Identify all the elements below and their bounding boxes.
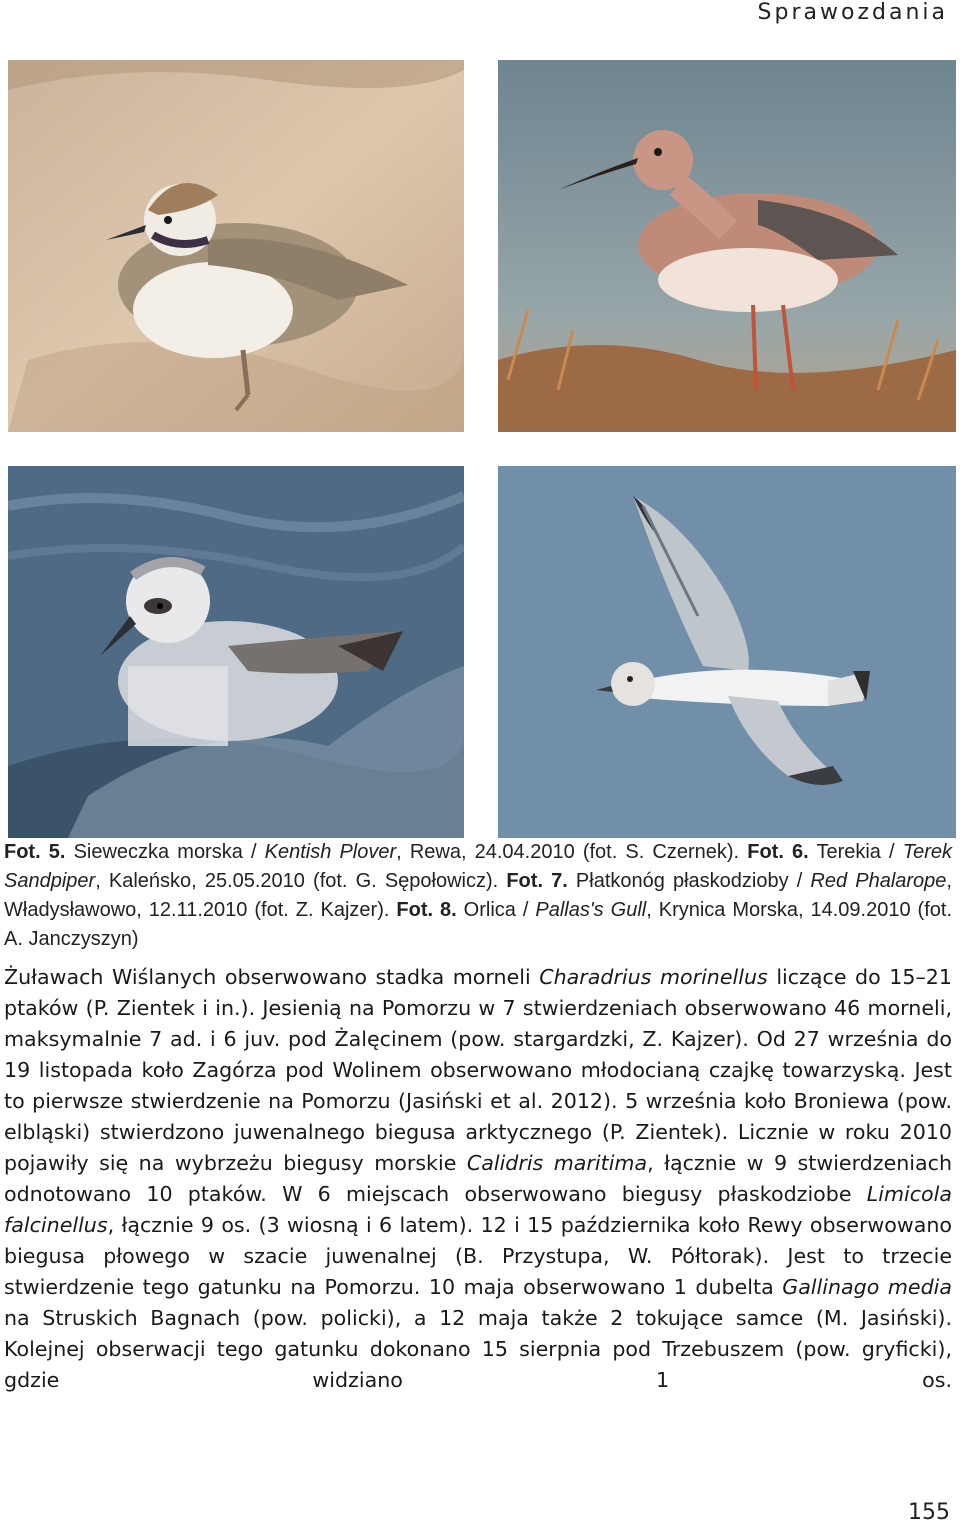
body-paragraph	[4, 962, 952, 1396]
species-name: Calidris maritima	[466, 1151, 648, 1175]
body-text-segment: Żuławach Wiślanych obserwowano stadka morneli	[4, 965, 540, 989]
caption-english-name: Terek Sandpiper	[4, 841, 952, 892]
caption-text: , Władysławowo, 12.11.2010 (fot. Z. Kajzer).	[4, 870, 952, 921]
caption-english-name: Kentish Plover	[264, 841, 397, 863]
caption-english-name: Red Phalarope	[810, 870, 947, 892]
caption-label-fot5: Fot. 5.	[4, 841, 66, 863]
body-text-segment: liczące do 15–21 ptaków (P. Zientek i in.). Jesienią na Pomorzu w 7 stwierdzeniach obserwowano 46 morneli, maksymalnie 7 ad. i 6 juv. pod Żalęcinem (pow. stargardzki, Z. Kajzer). Od 27 września do 19 listopada koło Zagórza pod Wolinem obserwowano młodocianą czajkę towarzyską. Jest to pierwsze stwierdzenie na Pomorzu (Jasiński et al. 2012). 5 września koło Broniewa (pow. elbląski) stwierdzono juwenalnego biegusa arktycznego (P. Zientek). Licznie w roku 2010 pojawiły się na wybrzeżu biegusy morskie	[4, 965, 952, 1175]
caption-text: Sieweczka morska /	[65, 841, 265, 863]
photo-caption	[4, 838, 952, 954]
body-text-segment: na Struskich Bagnach (pow. policki), a 12 maja także 2 tokujące samce (M. Jasiński). Kolejnej obserwacji tego gatunku dokonano 15 sierpnia pod Trzebuszem (pow. gryficki), gdzie widziano 1 os.	[4, 1306, 952, 1392]
caption-label-fot8: Fot. 8.	[396, 899, 457, 921]
terek-sandpiper-photo	[498, 60, 956, 432]
page-number: 155	[908, 1500, 950, 1525]
species-name: Gallinago media	[782, 1275, 952, 1299]
caption-text: , Rewa, 24.04.2010 (fot. S. Czernek).	[396, 841, 748, 863]
kentish-plover-photo	[8, 60, 464, 432]
running-header: Sprawozdania	[757, 0, 948, 25]
caption-label-fot7: Fot. 7.	[506, 870, 568, 892]
caption-english-name: Pallas's Gull	[535, 899, 647, 921]
red-phalarope-photo	[8, 466, 464, 838]
caption-text: , Krynica Morska, 14.09.2010 (fot. A. Janczyszyn)	[4, 899, 952, 950]
caption-label-fot6: Fot. 6.	[747, 841, 809, 863]
body-text-segment: , łącznie 9 os. (3 wiosną i 6 latem). 12 i 15 października koło Rewy obserwowano biegusa płowego w szacie juwenalnej (B. Przystupa, W. Półtorak). Jest to trzecie stwierdzenie tego gatunku na Pomorzu. 10 maja obserwowano 1 dubelta	[4, 1213, 952, 1299]
pallas-gull-photo	[498, 466, 956, 838]
body-text-segment: , łącznie w 9 stwierdzeniach odnotowano 10 ptaków. W 6 miejscach obserwowano biegusy płaskodziobe	[4, 1151, 953, 1206]
species-name: Limicola falcinellus	[4, 1182, 952, 1237]
species-name: Charadrius morinellus	[539, 965, 768, 989]
caption-text: Orlica /	[456, 899, 536, 921]
caption-text: , Kaleńsko, 25.05.2010 (fot. G. Sępołowicz).	[95, 870, 507, 892]
caption-text: Płatkonóg płaskodzioby /	[567, 870, 811, 892]
caption-text: Terekia /	[808, 841, 903, 863]
